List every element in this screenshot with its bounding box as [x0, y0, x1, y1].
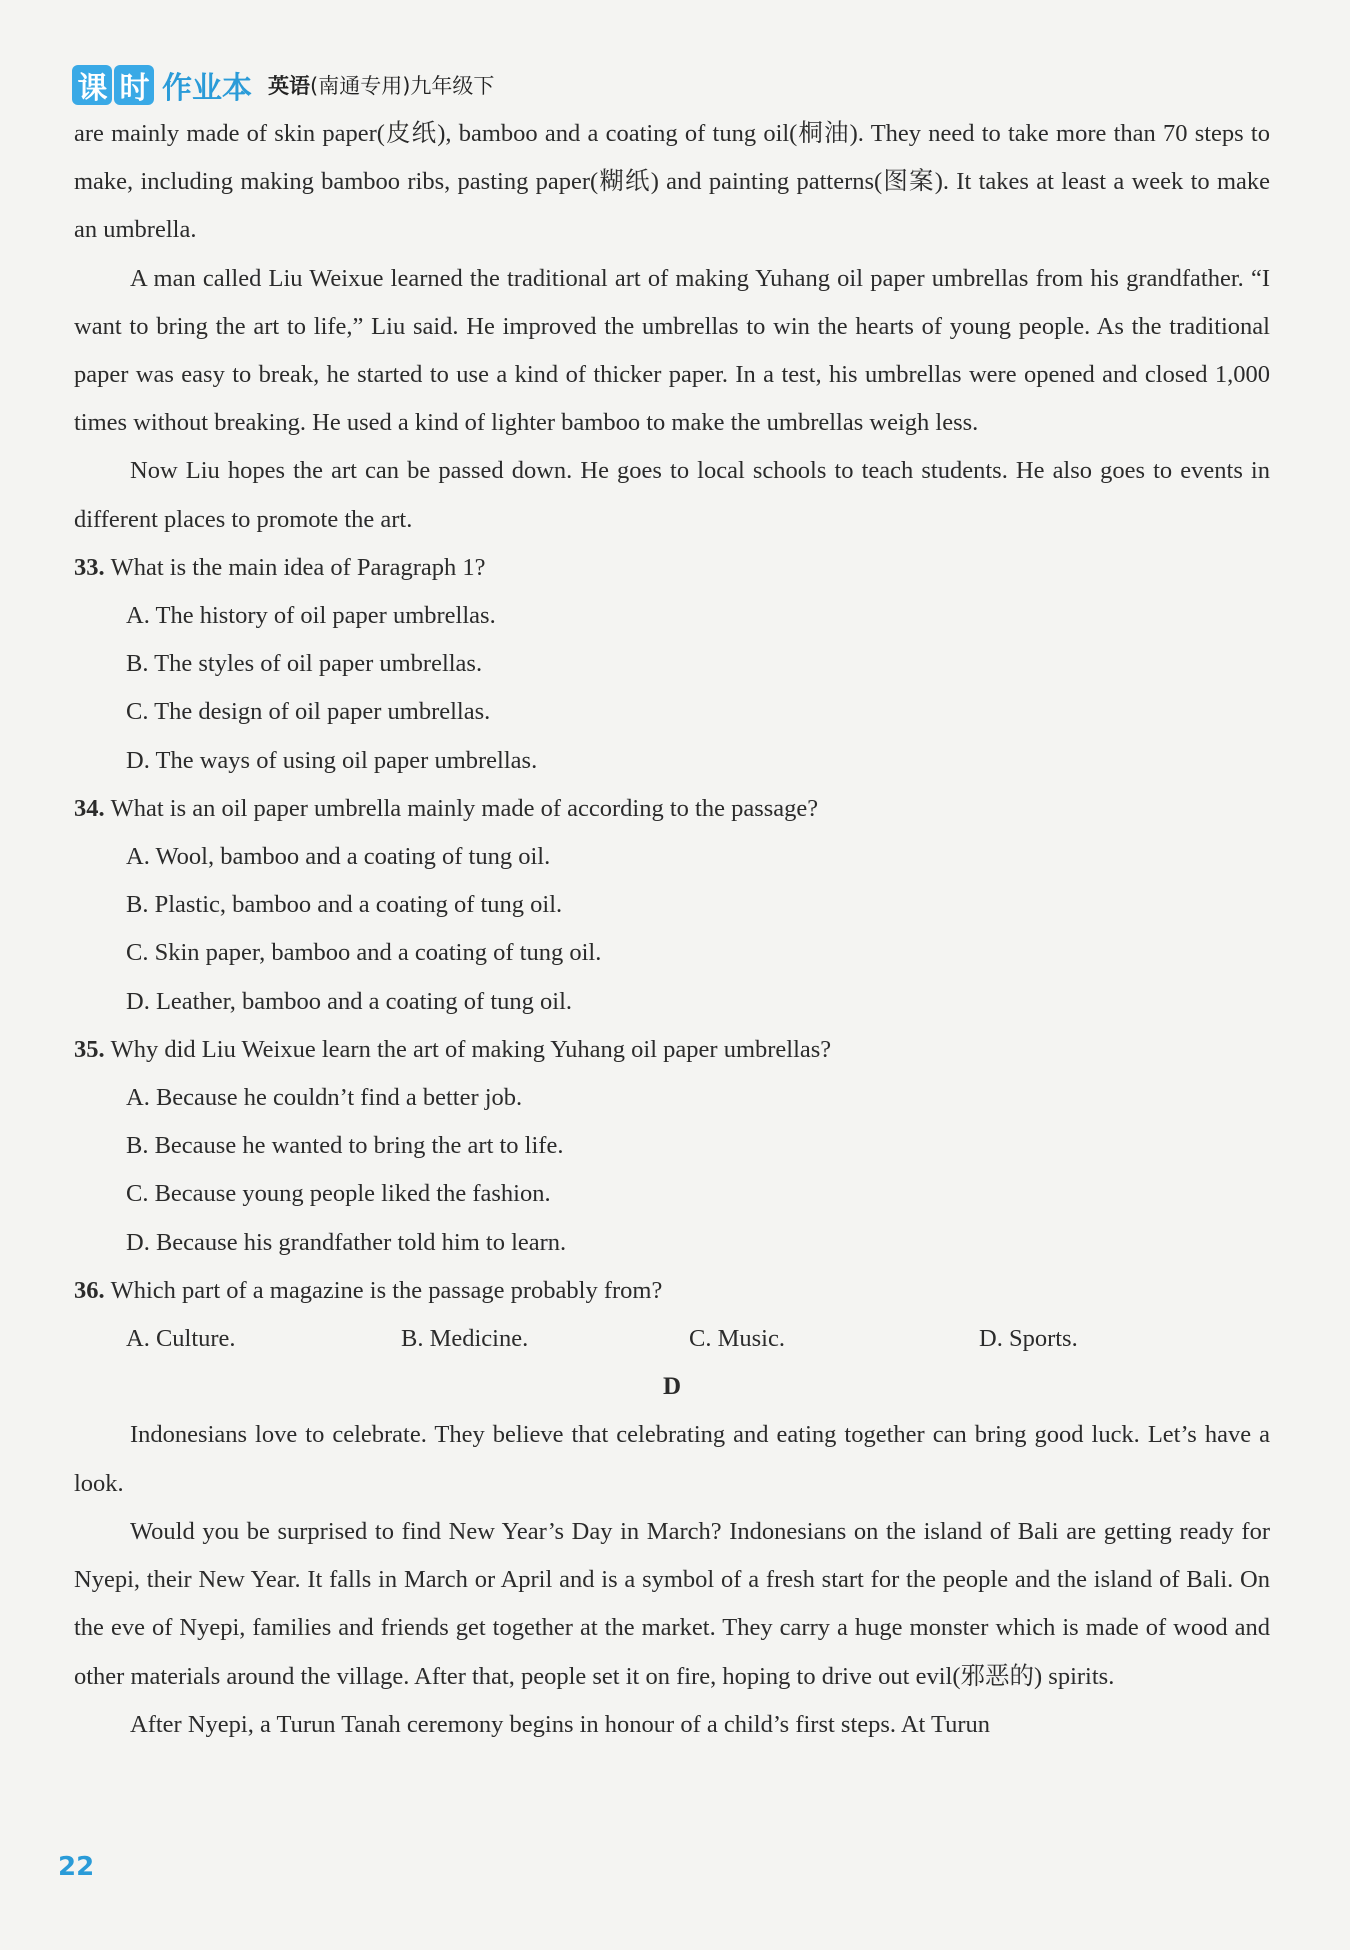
answer-option: A. Wool, bamboo and a coating of tung oil.: [126, 843, 551, 871]
answer-option: B. Medicine.: [401, 1325, 529, 1353]
answer-option: D. Sports.: [979, 1325, 1078, 1353]
brand-logo: [72, 63, 252, 107]
question-stem: [74, 1026, 1270, 1074]
answer-option: C. Because young people liked the fashion.: [126, 1180, 551, 1208]
question-text: Which part of a magazine is the passage probably from?: [110, 1276, 663, 1304]
answer-option: C. Music.: [689, 1325, 785, 1353]
question-number: 36.: [74, 1276, 105, 1304]
answer-option: B. Because he wanted to bring the art to life.: [126, 1132, 564, 1160]
page-number: 22: [58, 1852, 95, 1882]
question-35: [74, 1026, 1270, 1267]
passage-c-paragraph: Now Liu hopes the art can be passed down. He goes to local schools to teach students. He also goes to events in different places to promote the art.: [74, 457, 1270, 533]
answer-option: B. Plastic, bamboo and a coating of tung oil.: [126, 891, 563, 919]
question-text: What is the main idea of Paragraph 1?: [110, 553, 486, 581]
question-text: Why did Liu Weixue learn the art of making Yuhang oil paper umbrellas?: [110, 1035, 832, 1063]
answer-option: B. The styles of oil paper umbrellas.: [126, 650, 483, 678]
logo-char-2: 时: [114, 65, 154, 105]
question-text: What is an oil paper umbrella mainly made of according to the passage?: [110, 794, 819, 822]
section-title: D: [662, 1373, 682, 1401]
question-number: 34.: [74, 794, 105, 822]
subject-detail: (南通专用)九年级下: [310, 74, 495, 98]
question-number: 35.: [74, 1035, 105, 1063]
answer-option: D. Leather, bamboo and a coating of tung oil.: [126, 987, 573, 1015]
question-34: [74, 785, 1270, 1026]
logo-text: 作业本: [162, 71, 252, 106]
logo-char-1: 课: [72, 65, 112, 105]
question-stem: [74, 544, 1270, 592]
answer-option: A. The history of oil paper umbrellas.: [126, 602, 496, 630]
answer-option: D. Because his grandfather told him to learn.: [126, 1228, 567, 1256]
subject-label: [268, 70, 494, 100]
answer-option: D. The ways of using oil paper umbrellas.: [126, 746, 538, 774]
question-stem: [74, 1267, 1270, 1315]
main-content: [74, 110, 1270, 1749]
question-number: 33.: [74, 553, 105, 581]
answer-option: C. Skin paper, bamboo and a coating of tung oil.: [126, 939, 602, 967]
subject-main: 英语: [268, 74, 310, 98]
answer-option: C. The design of oil paper umbrellas.: [126, 698, 491, 726]
passage-d-paragraph: Would you be surprised to find New Year’s Day in March? Indonesians on the island of Bali are getting ready for Nyepi, their New Year. It falls in March or April and is a symbol of a fresh start for the people and the island of Bali. On the eve of Nyepi, families and friends get together at the market. They carry a huge monster which is made of wood and other materials around the village. After that, people set it on fire, hoping to drive out evil(邪恶的) spirits.: [74, 1517, 1270, 1690]
passage-c-paragraph: A man called Liu Weixue learned the traditional art of making Yuhang oil paper umbrellas from his grandfather. “I want to bring the art to life,” Liu said. He improved the umbrellas to win the hearts of young people. As the traditional paper was easy to break, he started to use a kind of thicker paper. In a test, his umbrellas were opened and closed 1,000 times without breaking. He used a kind of lighter bamboo to make the umbrellas weigh less.: [74, 264, 1270, 437]
page-header: [72, 64, 494, 106]
passage-c-paragraph: are mainly made of skin paper(皮纸), bamboo and a coating of tung oil(桐油). They need to take more than 70 steps to make, including making bamboo ribs, pasting paper(糊纸) and painting patterns(图案). It takes at least a week to make an umbrella.: [74, 120, 1270, 244]
answer-option: A. Because he couldn’t find a better job.: [126, 1084, 523, 1112]
passage-d-paragraph: After Nyepi, a Turun Tanah ceremony begins in honour of a child’s first steps. At Turun: [130, 1710, 991, 1738]
answer-option: A. Culture.: [126, 1325, 236, 1353]
question-36: [74, 1267, 1270, 1363]
question-stem: [74, 785, 1270, 833]
answer-options-row: [74, 1315, 1270, 1363]
question-33: [74, 544, 1270, 785]
passage-d-paragraph: Indonesians love to celebrate. They believe that celebrating and eating together can bring good luck. Let’s have a look.: [74, 1421, 1270, 1497]
